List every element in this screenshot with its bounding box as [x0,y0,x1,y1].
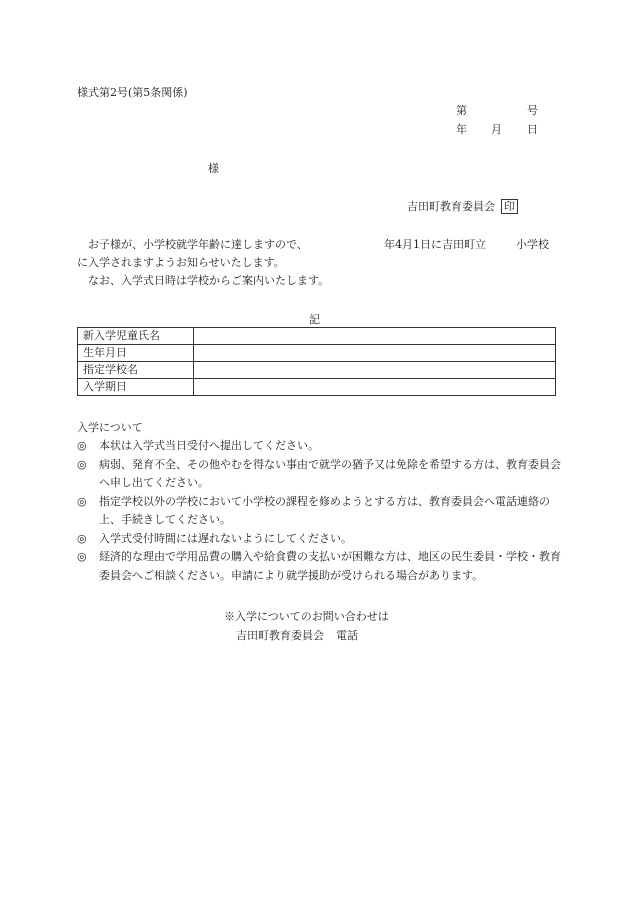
contact-phone-label: 電話 [336,629,358,642]
notes-section [77,419,562,585]
table-row [78,345,556,362]
form-number: 様式第2号(第5条関係) [77,86,188,99]
row-value[interactable] [194,328,556,345]
notes-title: 入学について [77,421,143,434]
double-circle-icon: ◎ [77,439,87,452]
addressee-suffix: 様 [208,162,219,175]
student-info-table [77,327,556,396]
double-circle-icon: ◎ [77,550,87,563]
body-line2: に入学されますようお知らせいたします。 [77,256,285,269]
table-row [78,328,556,345]
body-line1-c: 小学校 [516,238,549,251]
row-value[interactable] [194,362,556,379]
list-item [77,530,562,549]
double-circle-icon: ◎ [77,494,87,508]
row-label: 入学期日 [78,379,194,396]
number-prefix: 第 [456,104,467,117]
body-line3: なお、入学式日時は学校からご案内いたします。 [88,274,330,287]
number-suffix: 号 [527,104,538,117]
note-text: 本状は入学式当日受付へ提出してください。 [99,439,319,452]
note-text: 病弱、発育不全、その他やむを得ない事由で就学の猶予又は免除を希望する方は、教育委員会へ申し出てください。 [99,457,561,489]
row-label: 生年月日 [78,345,194,362]
sender-name: 吉田町教育委員会 [407,200,495,213]
record-heading: 記 [309,313,320,326]
body-line1-b: 年4月1日に吉田町立 [384,238,486,251]
contact-org: 吉田町教育委員会 [236,629,324,642]
sender [407,199,518,214]
note-text: 経済的な理由で学用品費の購入や給食費の支払いが困難な方は、地区の民生委員・学校・教育委員会へご相談ください。申請により就学援助が受けられる場合があります。 [99,550,561,582]
date-day: 日 [527,123,538,136]
double-circle-icon: ◎ [77,457,87,471]
row-value[interactable] [194,345,556,362]
body-line1-a: お子様が、小学校就学年齢に達しますので、 [88,238,308,251]
double-circle-icon: ◎ [77,531,87,545]
contact-info [236,629,358,643]
table-row [78,362,556,379]
date-month: 月 [491,123,502,136]
list-item [77,493,562,530]
note-text: 指定学校以外の学校において小学校の課程を修めようとする方は、教育委員会へ電話連絡の上、手続きしてください。 [99,494,550,526]
list-item [77,437,562,456]
row-label: 指定学校名 [78,362,194,379]
inquiry-text: ※入学についてのお問い合わせは [224,610,389,623]
date-year: 年 [456,123,467,136]
note-text: 入学式受付時間には遅れないようにしてください。 [99,531,352,545]
row-value[interactable] [194,379,556,396]
seal-mark: 印 [501,199,518,214]
table-row [78,379,556,396]
list-item [77,548,562,585]
list-item [77,456,562,493]
row-label: 新入学児童氏名 [78,328,194,345]
